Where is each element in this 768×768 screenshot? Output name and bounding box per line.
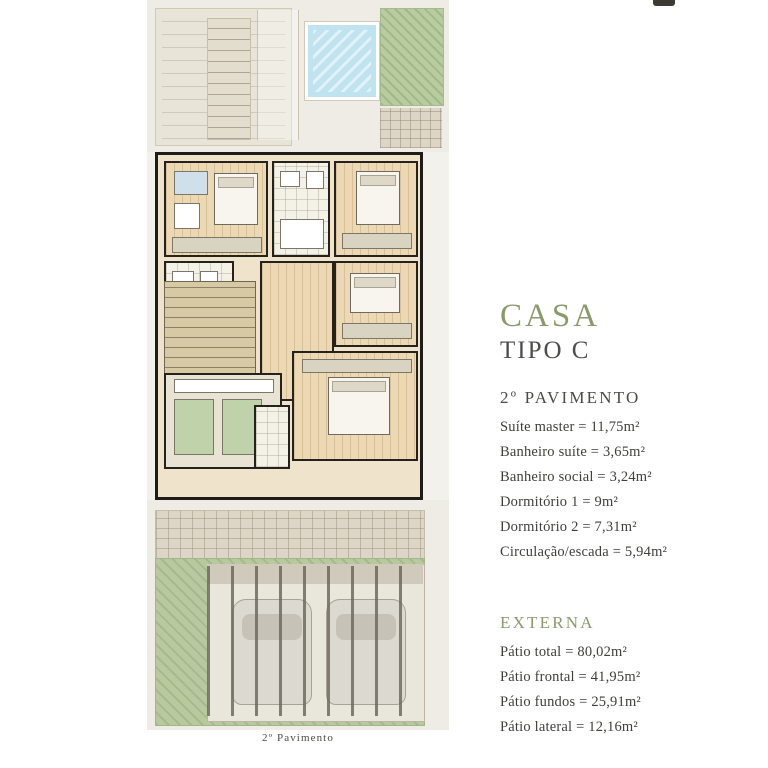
list-item: Banheiro social = 3,24m² [500,469,652,486]
plan-caption: 2º Pavimento [262,732,334,744]
list-item: Pátio total = 80,02m² [500,643,628,660]
list-item: Pátio fundos = 25,91m² [500,693,641,710]
info-column [500,300,750,740]
plan-fixture-sink [280,171,300,187]
list-item: Pátio frontal = 41,95m² [500,668,641,685]
plan-room-closet [254,405,290,469]
plan-furniture-counter [174,379,274,393]
plan-furniture-wardrobe [302,359,412,373]
plan-pool [305,22,379,100]
list-item: Circulação/escada = 5,94m² [500,543,668,560]
plan-room-banheiro-suite [272,161,330,257]
plan-furniture-table [174,203,200,229]
plan-furniture-wardrobe [342,323,412,339]
list-item: Pátio lateral = 12,16m² [500,718,638,735]
page-subtitle: TIPO C [500,337,591,364]
plan-room-dormitorio-1 [334,161,418,257]
plan-room-suite-master [164,161,268,257]
plan-gate-bars [207,566,423,716]
section-spacer [500,565,750,591]
section-pavimento [500,388,750,565]
plan-furniture-bed [328,377,390,435]
plan-room-dormitorio-2 [334,261,418,347]
plan-patio-paving [155,510,425,560]
corner-notch [653,0,675,6]
plan-pergola [257,10,299,140]
plan-furniture-wardrobe [342,233,412,249]
floor-plan-image [147,0,449,730]
plan-room-master-lower [292,351,418,461]
list-item: Dormitório 1 = 9m² [500,494,619,511]
plan-furniture-wardrobe [172,237,262,253]
plan-fixture-shower [280,219,324,249]
plan-fixture-toilet [306,171,324,189]
list-item: Dormitório 2 = 7,31m² [500,519,637,535]
plan-furniture-rug [174,171,208,195]
plan-staircase [164,281,256,379]
plan-furniture-bed [214,173,258,225]
section-externa [500,613,750,740]
list-item: Banheiro suíte = 3,65m² [500,444,646,461]
plan-planter [174,399,214,455]
list-item: Suíte master = 11,75m² [500,419,640,436]
plan-furniture-bed [350,273,400,313]
plan-top-lawn [380,8,444,106]
plan-house-block [155,152,423,500]
plan-top-exterior [147,0,449,152]
page-title: CASA [500,298,601,334]
plan-furniture-bed [356,171,400,225]
section-title-pavimento: 2º PAVIMENTO [500,388,641,408]
plan-exterior-stair [207,18,251,140]
section-title-externa: EXTERNA [500,612,595,632]
plan-top-paving [380,108,442,148]
